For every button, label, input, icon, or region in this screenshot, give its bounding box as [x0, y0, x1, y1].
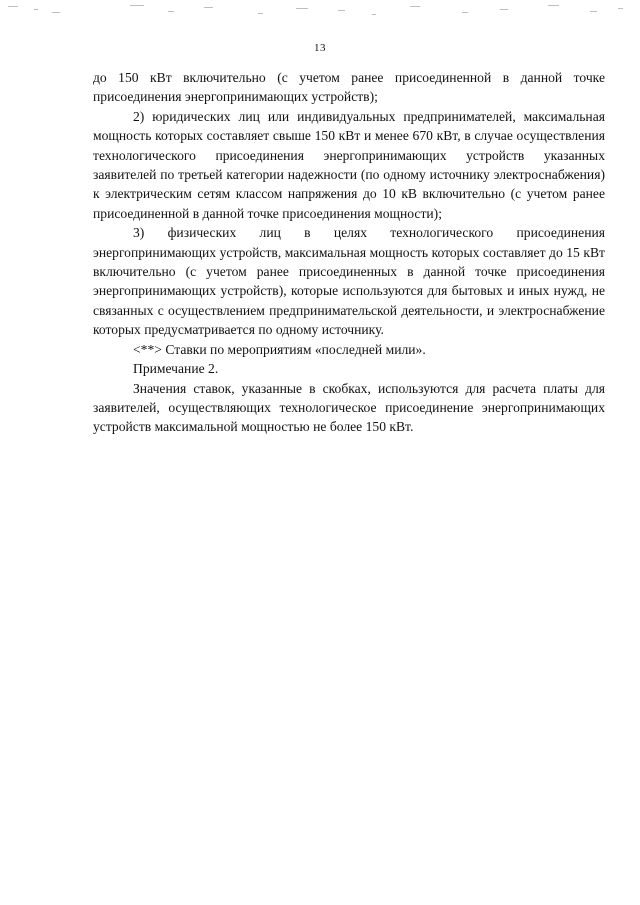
page-number: 13: [314, 42, 326, 54]
note-heading: Примечание 2.: [133, 361, 219, 377]
document-body: [93, 68, 605, 437]
footnote-last-mile: <**> Ставки по мероприятиям «последней мили».: [133, 341, 426, 357]
note-text: Значения ставок, указанные в скобках, используются для расчета платы для заявителей, осуществляющих технологическое присоединение энергопринимающих устройств максимальной мощностью не более 150 кВт.: [93, 380, 605, 435]
list-item-3-individuals: 3) физических лиц в целях технологического присоединения энергопринимающих устройств, максимальная мощность которых составляет до 15 кВт включительно (с учетом ранее присоединенных в данной точке присоединения энергопринимающих устройств), которые используются для бытовых и иных нужд, не связанных с осуществлением предпринимательской деятельности, и электроснабжение которых предусматривается по одному источнику.: [93, 225, 605, 338]
scan-artifacts: [0, 0, 640, 24]
paragraph-continuation: до 150 кВт включительно (с учетом ранее присоединенной в данной точке присоединения энергопринимающих устройств);: [93, 70, 605, 105]
list-item-2-legal-entities: 2) юридических лиц или индивидуальных предпринимателей, максимальная мощность которых составляет свыше 150 кВт и менее 670 кВт, в случае осуществления технологического присоединения энергопринимающих устройств указанных заявителей по третьей категории надежности (по одному источнику электроснабжения) к электрическим сетям классом напряжения до 10 кВ включительно (с учетом ранее присоединенной в данной точке присоединения мощности);: [93, 108, 605, 221]
